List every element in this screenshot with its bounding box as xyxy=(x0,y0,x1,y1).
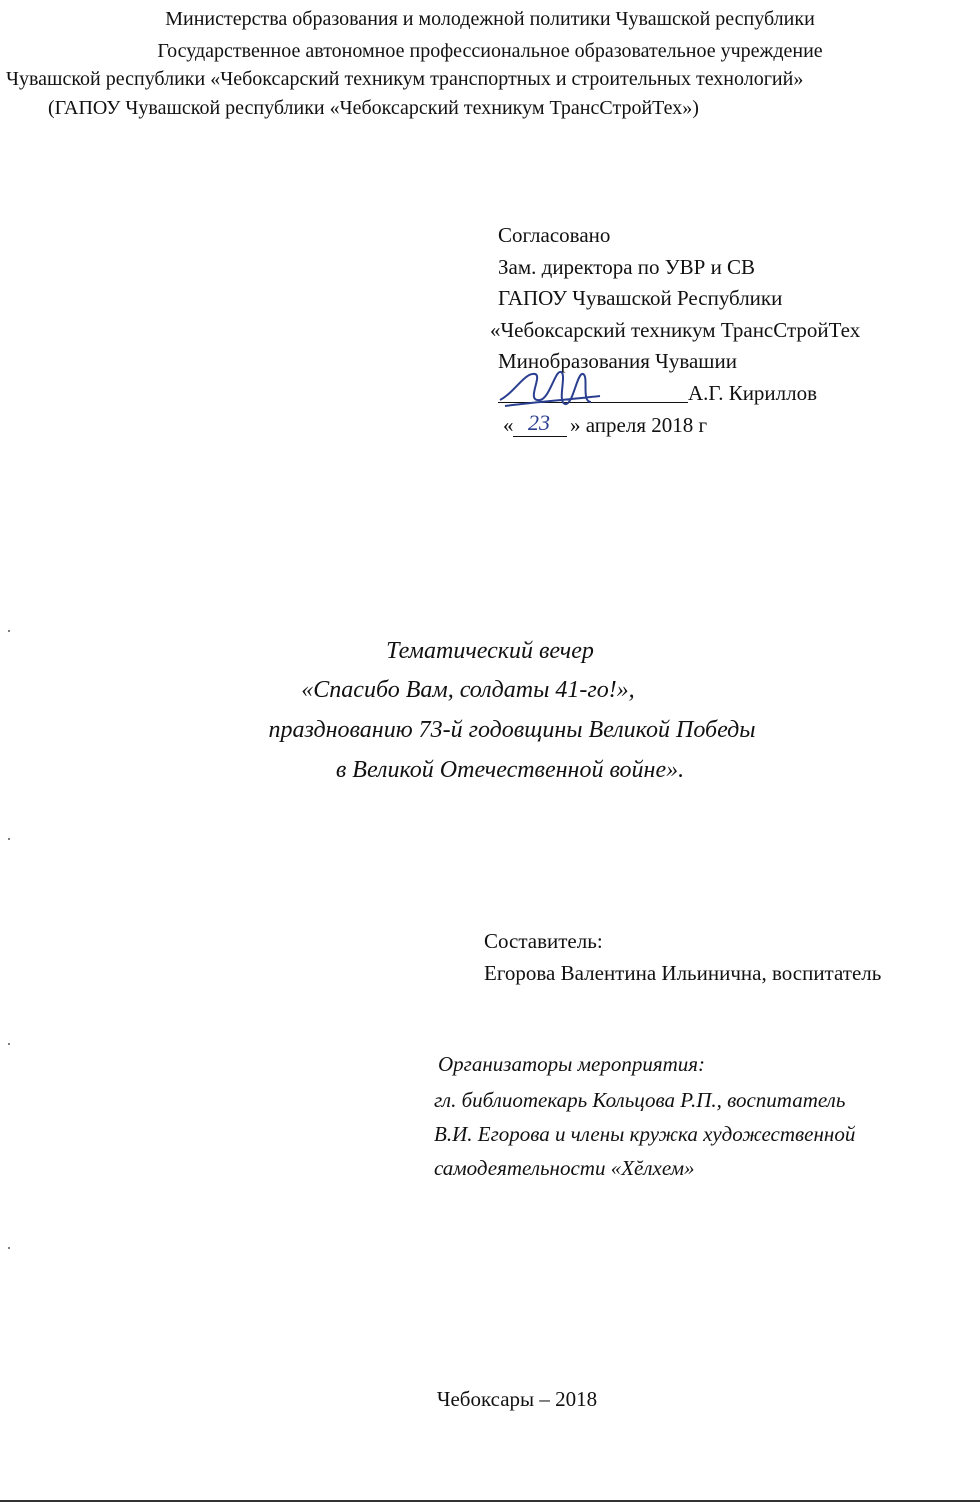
organizers-line-2: В.И. Егорова и члены кружка художественной xyxy=(434,1122,856,1146)
scan-speck xyxy=(8,1247,10,1249)
organizers-line-3: самодеятельности «Хĕлхем» xyxy=(434,1156,695,1180)
scan-speck xyxy=(8,1043,10,1045)
city-year: Чебоксары – 2018 xyxy=(436,1387,598,1411)
compiler-label: Составитель: xyxy=(484,929,603,953)
title-line-2: «Спасибо Вам, солдаты 41-го!», xyxy=(301,677,635,703)
approval-ministry: Минобразования Чувашии xyxy=(498,349,737,373)
organizers-label: Организаторы мероприятия: xyxy=(438,1052,706,1076)
title-line-4: в Великой Отечественной войне». xyxy=(335,757,685,783)
approval-position: Зам. директора по УВР и СВ xyxy=(498,255,756,279)
title-line-3: празднованию 73-й годовщины Великой Победы xyxy=(268,717,756,743)
scan-speck xyxy=(8,630,10,632)
ministry-line: Министерства образования и молодежной политики Чувашской республики xyxy=(165,8,815,30)
date-day-handwritten: 23 xyxy=(528,410,550,435)
date-day-underline xyxy=(513,436,567,437)
date-open-quote: « xyxy=(503,413,514,437)
scan-edge-line xyxy=(0,1500,980,1502)
institution-name-line: Чувашской республики «Чебоксарский техникум транспортных и строительных технологий» xyxy=(6,68,804,90)
institution-type-line: Государственное автономное профессиональное образовательное учреждение xyxy=(157,40,823,62)
institution-short-name-line: (ГАПОУ Чувашской республики «Чебоксарский техникум ТрансСтройТех») xyxy=(48,97,699,119)
organizers-line-1: гл. библиотекарь Кольцова Р.П., воспитатель xyxy=(434,1088,846,1112)
approver-name: А.Г. Кириллов xyxy=(688,381,818,405)
approval-org: ГАПОУ Чувашской Республики xyxy=(498,286,783,310)
scan-speck xyxy=(8,838,10,840)
approval-label: Согласовано xyxy=(498,223,611,247)
title-line-1: Тематический вечер xyxy=(386,638,594,664)
approval-org-name: «Чебоксарский техникум ТрансСтройТех xyxy=(490,318,861,342)
date-rest: » апреля 2018 г xyxy=(570,413,708,437)
compiler-name: Егорова Валентина Ильинична, воспитатель xyxy=(484,961,882,985)
signature-image xyxy=(495,362,605,412)
